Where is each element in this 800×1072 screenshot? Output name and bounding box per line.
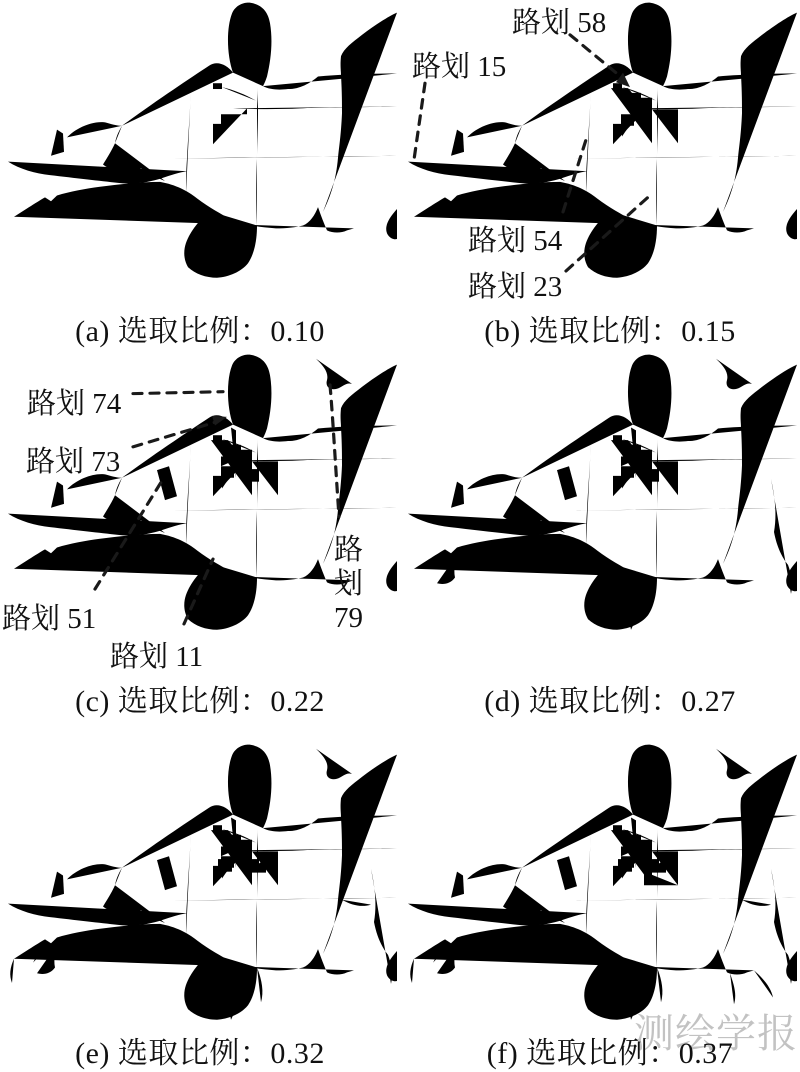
label-stroke-54: 路划 54 bbox=[468, 225, 563, 257]
panel-a bbox=[0, 0, 400, 348]
panel-a-caption: (a) 选取比例：0.10 bbox=[75, 315, 325, 348]
road-network-map-d bbox=[400, 352, 800, 652]
label-stroke-51: 路划 51 bbox=[2, 603, 97, 635]
panel-e bbox=[0, 742, 400, 1070]
panel-e-caption: (e) 选取比例：0.32 bbox=[75, 1037, 325, 1070]
label-stroke-79-char2: 划 bbox=[334, 568, 364, 600]
panel-f-caption: (f) 选取比例：0.37 bbox=[486, 1037, 734, 1070]
label-stroke-11: 路划 11 bbox=[110, 641, 204, 673]
label-stroke-23: 路划 23 bbox=[468, 271, 563, 303]
label-stroke-79 bbox=[334, 533, 363, 635]
label-stroke-79-char1: 路 bbox=[334, 534, 364, 566]
journal-watermark: 测绘学报 bbox=[634, 1011, 798, 1056]
label-stroke-74: 路划 74 bbox=[27, 388, 122, 420]
panel-d bbox=[400, 352, 800, 718]
label-stroke-73: 路划 73 bbox=[26, 446, 121, 478]
panel-c bbox=[0, 352, 400, 718]
label-stroke-58: 路划 58 bbox=[512, 7, 607, 39]
label-stroke-15: 路划 15 bbox=[412, 51, 507, 83]
panel-c-caption: (c) 选取比例：0.22 bbox=[75, 685, 325, 718]
label-stroke-79-number: 79 bbox=[334, 602, 363, 634]
panel-b-caption: (b) 选取比例：0.15 bbox=[484, 315, 736, 348]
panel-b bbox=[400, 0, 800, 348]
road-network-map-f bbox=[400, 742, 800, 1042]
panel-d-caption: (d) 选取比例：0.27 bbox=[484, 685, 736, 718]
road-network-map-e bbox=[0, 742, 400, 1042]
road-network-map-a bbox=[0, 0, 400, 300]
